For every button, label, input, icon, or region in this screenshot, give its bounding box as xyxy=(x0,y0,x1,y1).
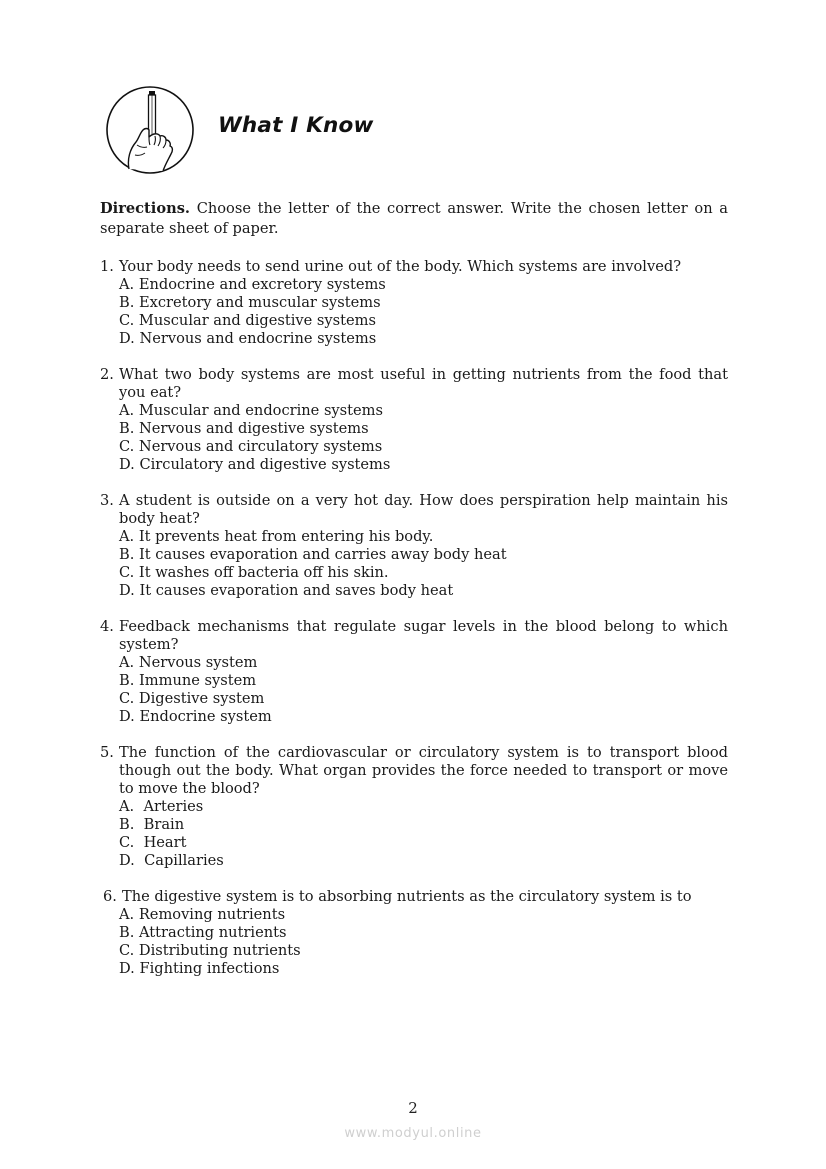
choice-b: B. Brain xyxy=(119,816,185,833)
watermark: www.modyul.online xyxy=(344,1126,482,1141)
question-number: 3. xyxy=(100,492,114,509)
question-list xyxy=(100,258,728,996)
question-number: 1. xyxy=(100,258,114,275)
choice-a: A. It prevents heat from entering his body. xyxy=(119,528,434,545)
directions-lead: Directions. xyxy=(100,200,190,217)
directions-text: Choose the letter of the correct answer. Write the chosen letter on a separate sheet of paper. xyxy=(100,200,729,237)
question-number: 2. xyxy=(100,366,114,383)
choice-b: B. Nervous and digestive systems xyxy=(119,420,369,437)
choice-b: B. Immune system xyxy=(119,672,257,689)
choice-d: D. Fighting infections xyxy=(119,960,280,977)
choice-c: C. Digestive system xyxy=(119,690,265,707)
question-1 xyxy=(100,258,728,348)
question-6 xyxy=(100,888,728,978)
choice-a: A. Removing nutrients xyxy=(119,906,286,923)
choice-list xyxy=(100,798,728,870)
choice-b: B. It causes evaporation and carries away body heat xyxy=(119,546,507,563)
choice-d: D. Capillaries xyxy=(119,852,224,869)
choice-d: D. Nervous and endocrine systems xyxy=(119,330,377,347)
question-4 xyxy=(100,618,728,726)
question-3 xyxy=(100,492,728,600)
choice-list xyxy=(100,906,728,978)
choice-a: A. Nervous system xyxy=(119,654,258,671)
question-text: The digestive system is to absorbing nutrients as the circulatory system is to xyxy=(122,888,692,905)
choice-c: C. Distributing nutrients xyxy=(119,942,301,959)
choice-c: C. Muscular and digestive systems xyxy=(119,312,376,329)
question-5 xyxy=(100,744,728,870)
question-text: The function of the cardiovascular or circulatory system is to transport blood though out the body. What organ provides the force needed to transport or move to move the blood? xyxy=(119,744,728,797)
hand-holding-pencil-icon xyxy=(105,85,195,175)
question-number: 4. xyxy=(100,618,114,635)
question-2 xyxy=(100,366,728,474)
choice-d: D. Circulatory and digestive systems xyxy=(119,456,391,473)
choice-a: A. Arteries xyxy=(119,798,204,815)
question-text: Your body needs to send urine out of the body. Which systems are involved? xyxy=(119,258,682,275)
choice-list xyxy=(100,276,728,348)
directions xyxy=(100,199,728,239)
page-number: 2 xyxy=(408,1099,418,1117)
question-number: 6. xyxy=(103,888,117,905)
section-title: What I Know xyxy=(218,113,374,138)
question-number: 5. xyxy=(100,744,114,761)
choice-c: C. It washes off bacteria off his skin. xyxy=(119,564,389,581)
choice-list xyxy=(100,654,728,726)
choice-d: D. It causes evaporation and saves body heat xyxy=(119,582,454,599)
choice-a: A. Endocrine and excretory systems xyxy=(119,276,386,293)
choice-a: A. Muscular and endocrine systems xyxy=(119,402,383,419)
question-text: What two body systems are most useful in getting nutrients from the food that you eat? xyxy=(119,366,728,401)
choice-list xyxy=(100,528,728,600)
choice-list xyxy=(100,402,728,474)
choice-c: C. Heart xyxy=(119,834,187,851)
choice-d: D. Endocrine system xyxy=(119,708,272,725)
choice-b: B. Excretory and muscular systems xyxy=(119,294,381,311)
choice-c: C. Nervous and circulatory systems xyxy=(119,438,383,455)
choice-b: B. Attracting nutrients xyxy=(119,924,287,941)
question-text: Feedback mechanisms that regulate sugar levels in the blood belong to which system? xyxy=(119,618,728,653)
section-header xyxy=(105,85,505,177)
question-text: A student is outside on a very hot day. How does perspiration help maintain his body heat? xyxy=(119,492,728,527)
